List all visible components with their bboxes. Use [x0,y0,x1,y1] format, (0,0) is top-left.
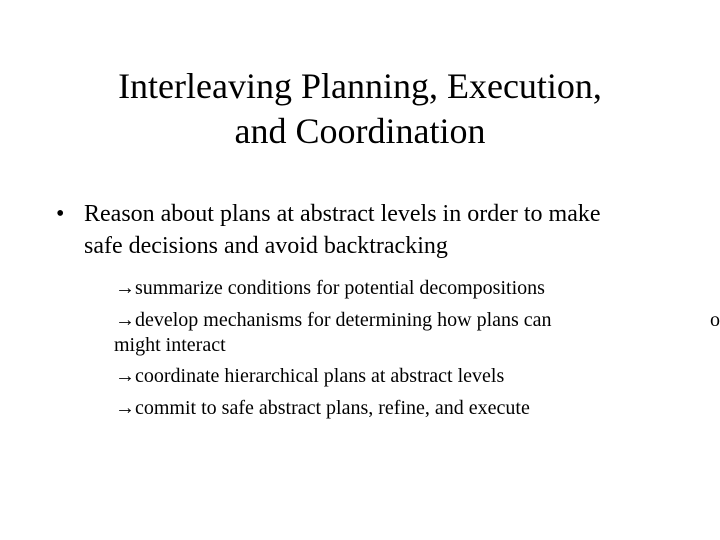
sub-item [115,392,706,424]
sub-item-continuation: might interact [114,334,226,356]
title-line-2: and Coordination [234,111,486,151]
right-arrow-icon: → [115,309,135,331]
bullet-list [56,198,706,424]
right-arrow-icon: → [115,397,135,419]
overflow-text-fragment: o [710,309,720,331]
slide-title [0,64,720,154]
sub-item [115,272,706,304]
sub-item-text: develop mechanisms for determining how plans can [135,309,552,331]
bullet-text-line-2: safe decisions and avoid backtracking [84,233,448,259]
bullet-marker: • [56,201,65,227]
bullet-text-line-1: Reason about plans at abstract levels in order to make [84,201,601,227]
sub-item [115,360,706,392]
sub-item-text: commit to safe abstract plans, refine, and execute [135,397,530,419]
sub-item-list [115,272,706,424]
sub-item-text: summarize conditions for potential decompositions [135,277,545,299]
bullet-item [56,198,706,262]
right-arrow-icon: → [115,277,135,299]
right-arrow-icon: → [115,365,135,387]
title-line-1: Interleaving Planning, Execution, [118,66,602,106]
sub-item-text: coordinate hierarchical plans at abstract levels [135,365,505,387]
